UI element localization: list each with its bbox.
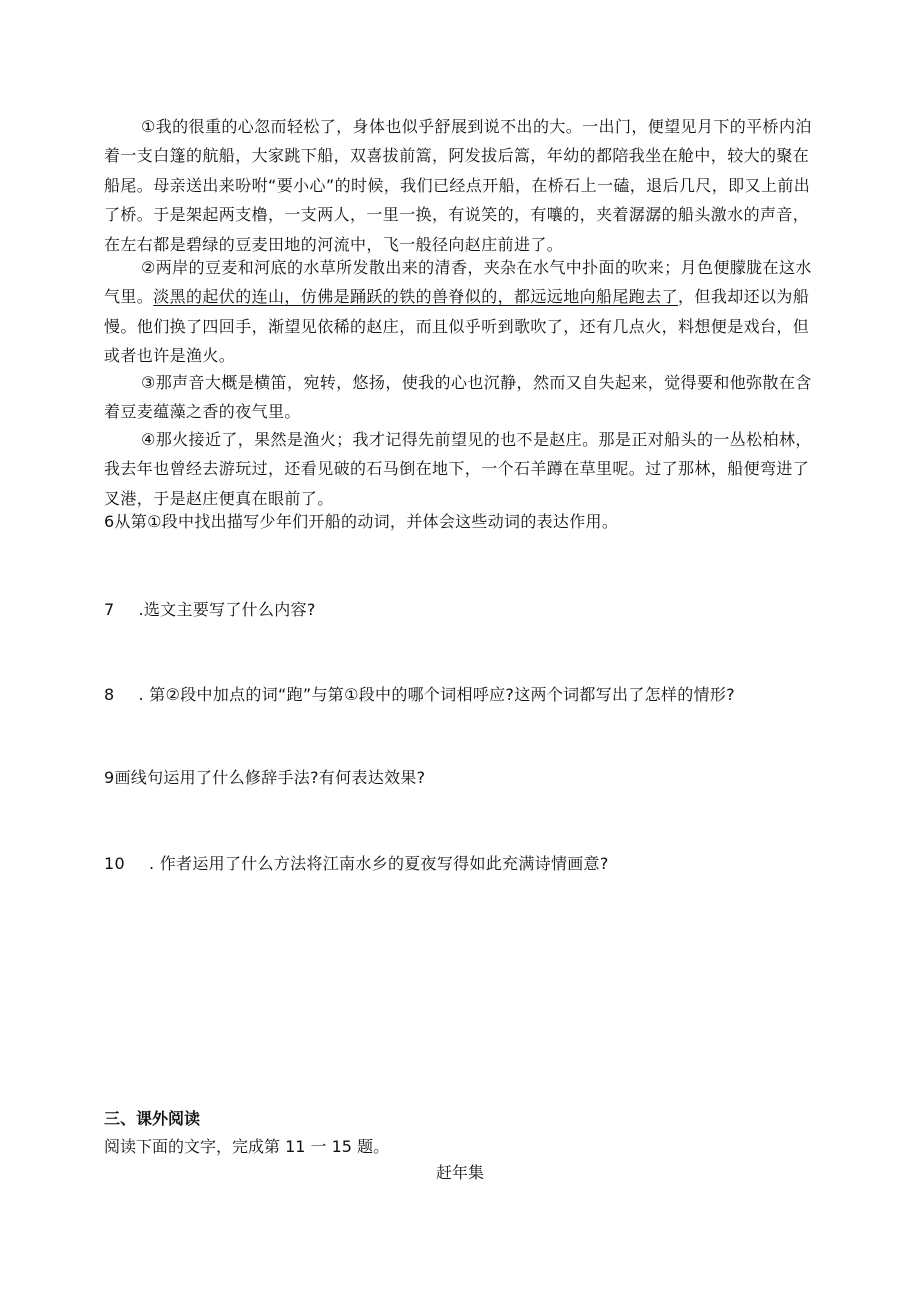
section-heading: 三、课外阅读 (104, 1109, 201, 1128)
question-7-text: .选文主要写了什么内容? (138, 600, 316, 619)
paragraph-2-tail: ，但我却还以为船慢。他们换了四回手，渐望见依稀的赵庄，而且似乎听到歌吹了，还有几点火，料想便是戏台，但或者也许是渔火。 (104, 287, 810, 366)
question-10-text: . 作者运用了什么方法将江南水乡的夏夜写得如此充满诗情画意? (148, 854, 609, 873)
paragraph-2-lead: ②两岸的豆麦和河底的水草所发散出来的清香，夹杂在水气中扑面的吹来；月色便朦胧在这水气里。 (104, 258, 812, 307)
passage-paragraph-3: ③那声音大概是横笛，宛转，悠扬，使我的心也沉静，然而又自失起来，觉得要和他弥散在含着豆麦蕴藻之香的夜气里。 (104, 373, 812, 422)
passage-paragraph-4: ④那火接近了，果然是渔火；我才记得先前望见的也不是赵庄。那是正对船头的一丛松柏林，我去年也曾经去游玩过，还看见破的石马倒在地下，一个石羊蹲在草里呢。过了那林，船便弯进了叉港，于是赵庄便真在眼前了。 (104, 430, 812, 508)
question-7 (104, 599, 316, 621)
article-title: 赶年集 (435, 1163, 484, 1182)
question-8-number: 8 (104, 685, 115, 704)
section-instruction: 阅读下面的文字，完成第 11 一 15 题。 (104, 1137, 390, 1156)
question-10-number: 10 (104, 854, 125, 873)
question-8-text: . 第②段中加点的词“跑”与第①段中的哪个词相呼应?这两个词都写出了怎样的情形? (138, 685, 735, 704)
passage-paragraph-1: ①我的很重的心忽而轻松了，身体也似乎舒展到说不出的大。一出门，便望见月下的平桥内泊着一支白篷的航船，大家跳下船，双喜拔前篙，阿发拔后篙，年幼的都陪我坐在舱中，较大的聚在船尾。母亲送出来吩咐“要小心”的时候，我们已经点开船，在桥石上一磕，退后几尺，即又上前出了桥。于是架起两支橹，一支两人，一里一换，有说笑的，有嚷的，夹着潺潺的船头激水的声音，在左右都是碧绿的豆麦田地的河流中，飞一般径向赵庄前进了。 (104, 117, 812, 254)
passage-paragraph-2 (104, 253, 816, 371)
question-8 (104, 684, 735, 706)
question-9: 9画线句运用了什么修辞手法?有何表达效果? (104, 768, 426, 787)
question-10 (104, 853, 609, 875)
underlined-sentence: 淡黑的起伏的连山，仿佛是踊跃的铁的兽脊似的，都远远地向船尾跑去了 (153, 287, 679, 307)
question-6: 6从第①段中找出描写少年们开船的动词，并体会这些动词的表达作用。 (104, 512, 619, 531)
question-7-number: 7 (104, 600, 115, 619)
